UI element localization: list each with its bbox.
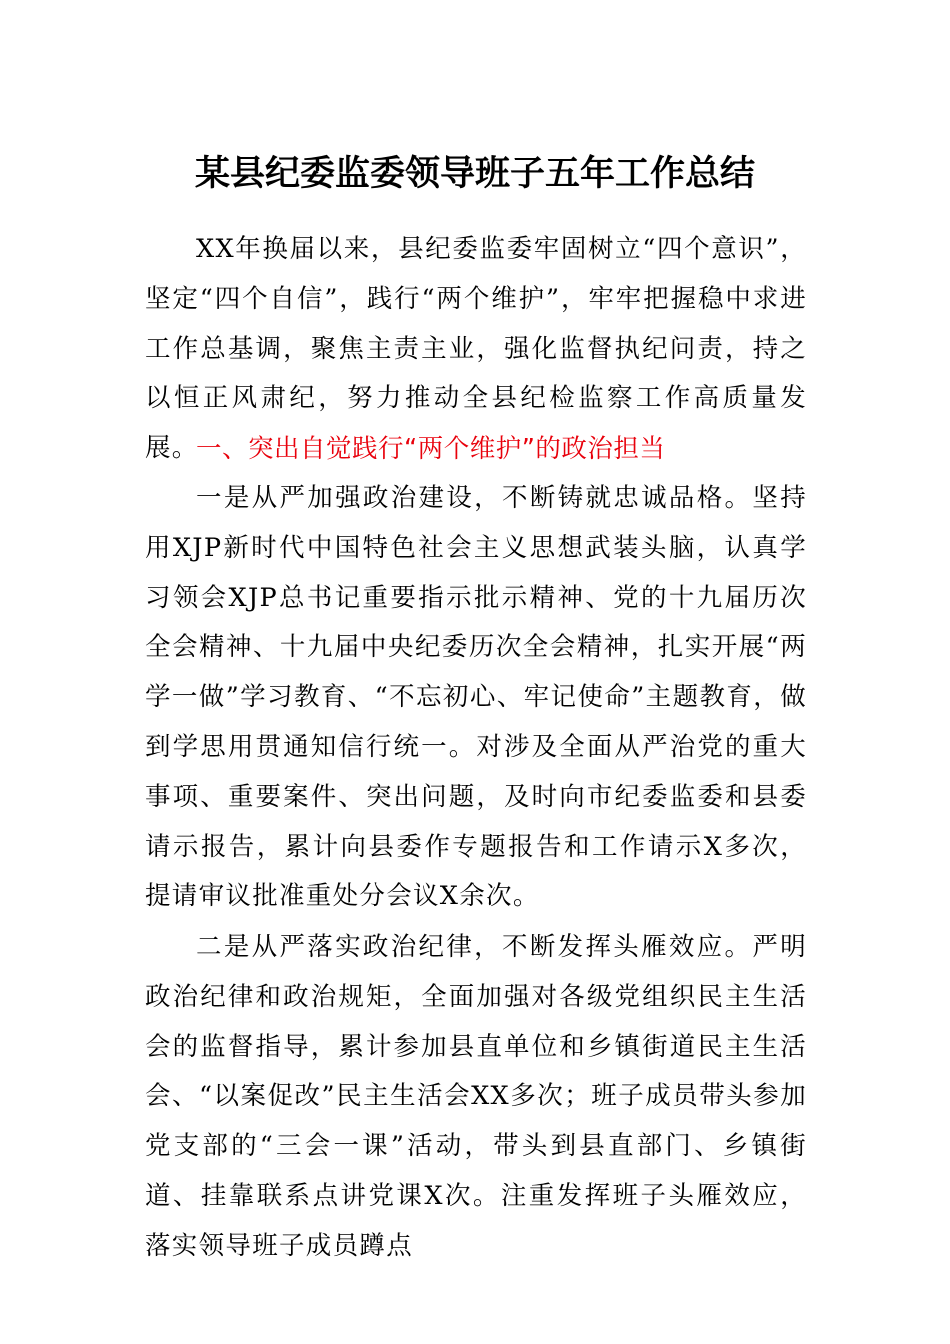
document-title: 某县纪委监委领导班子五年工作总结 (194, 153, 755, 194)
section-heading: 一、突出自觉践行“两个维护”的政治担当 (196, 434, 666, 464)
body-paragraph-2: 二是从严落实政治纪律，不断发挥头雁效应。严明政治纪律和政治规矩，全面加强对各级党组织民主生活会的监督指导，累计参加县直单位和乡镇街道民主生活会、“以案促改”民主生活会XX多次；班子成员带头参加党支部的“三会一课”活动，带头到县直部门、乡镇街道、挂靠联系点讲党课X次。注重发挥班子头雁效应，落实领导班子成员蹲点 (145, 932, 807, 1261)
body-paragraph-1: 一是从严加强政治建设，不断铸就忠诚品格。坚持用XJP新时代中国特色社会主义思想武装头脑，认真学习领会XJP总书记重要指示批示精神、党的十九届历次全会精神、十九届中央纪委历次全会精神，扎实开展“两学一做”学习教育、“不忘初心、牢记使命”主题教育，做到学思用贯通知信行统一。对涉及全面从严治党的重大事项、重要案件、突出问题，及时向市纪委监委和县委请示报告，累计向县委作专题报告和工作请示X多次，提请审议批准重处分会议X余次。 (145, 483, 807, 912)
intro-paragraph: XX年换届以来，县纪委监委牢固树立“四个意识”，坚定“四个自信”，践行“两个维护”，牢牢把握稳中求进工作总基调，聚焦主责主业，强化监督执纪问责，持之以恒正风肃纪，努力推动全县纪检监察工作高质量发展。 (145, 234, 807, 464)
